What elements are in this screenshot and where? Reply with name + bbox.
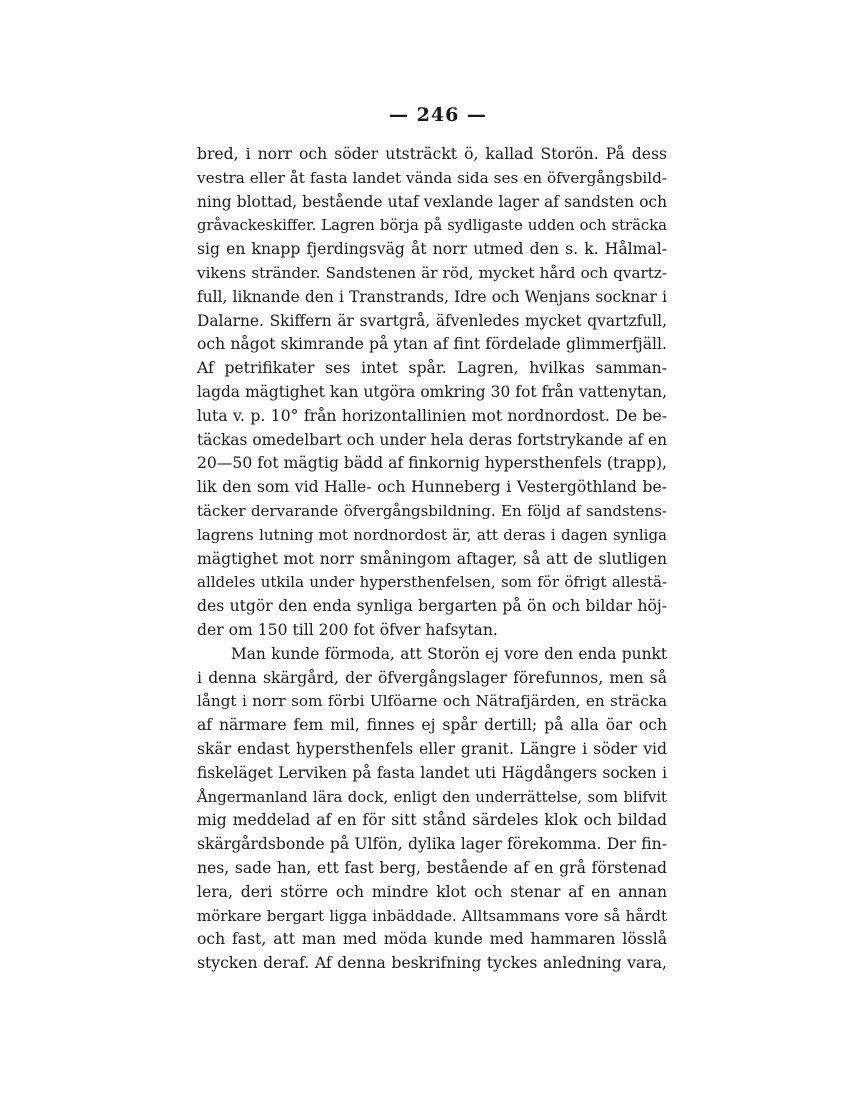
text-line: af närmare fem mil, finnes ej spår dertill; på alla öar och xyxy=(197,716,667,735)
text-line: mig meddelad af en för sitt stånd särdeles klok och bildad xyxy=(197,811,667,830)
text-line: vikens stränder. Sandstenen är röd, mycket hård och qvartz- xyxy=(197,263,667,282)
text-line: sig en knapp fjerdingsväg åt norr utmed den s. k. Hålmal- xyxy=(197,240,667,259)
page-number: — 246 — xyxy=(389,104,487,126)
text-line: lera, deri större och mindre klot och stenar af en annan xyxy=(197,882,667,901)
body-text xyxy=(197,143,667,976)
text-line: gråvackeskiffer. Lagren börja på sydligaste udden och sträcka xyxy=(197,217,667,235)
text-line: Af petrifikater ses intet spår. Lagren, hvilkas samman- xyxy=(197,359,667,378)
text-line: lik den som vid Halle- och Hunneberg i Vestergöthland be- xyxy=(197,478,667,497)
text-line: vestra eller åt fasta landet vända sida ses en öfvergångsbild- xyxy=(197,168,667,187)
text-line: lagrens lutning mot nordnordost är, att deras i dagen synliga xyxy=(197,525,667,544)
text-line: långt i norr som förbi Ulföarne och Nätrafjärden, en sträcka xyxy=(197,692,667,711)
text-line: i denna skärgård, der öfvergångslager förefunnos, men så xyxy=(197,668,667,687)
text-line: der om 150 till 200 fot öfver hafsytan. xyxy=(197,620,498,639)
text-line: Man kunde förmoda, att Storön ej vore den enda punkt xyxy=(231,644,667,663)
text-line: Ångermanland lära dock, enligt den underrättelse, som blifvit xyxy=(197,788,667,806)
text-line: full, liknande den i Transtrands, Idre och Wenjans socknar i xyxy=(197,287,667,306)
text-line: Dalarne. Skiffern är svartgrå, äfvenledes mycket qvartzfull, xyxy=(197,311,667,330)
text-line: och något skimrande på ytan af fint fördelade glimmerfjäll. xyxy=(197,335,667,354)
text-line: mägtighet mot norr småningom aftager, så att de slutligen xyxy=(197,549,667,568)
text-line: och fast, att man med möda kunde med hammaren lösslå xyxy=(197,930,667,949)
text-line: fiskeläget Lerviken på fasta landet uti Hägdångers socken i xyxy=(197,763,667,782)
text-line: skär endast hypersthenfels eller granit. Längre i söder vid xyxy=(197,739,667,758)
text-line: des utgör den enda synliga bergarten på ön och bildar höj- xyxy=(197,597,667,616)
text-line: 20—50 fot mägtig bädd af finkornig hypersthenfels (trapp), xyxy=(197,454,667,473)
text-line: mörkare bergart ligga inbäddade. Alltsammans vore så hårdt xyxy=(197,906,667,925)
text-line: täckas omedelbart och under hela deras fortstrykande af en xyxy=(197,430,667,449)
text-line: ning blottad, bestående utaf vexlande lager af sandsten och xyxy=(197,192,667,211)
text-line: lagda mägtighet kan utgöra omkring 30 fot från vattenytan, xyxy=(197,382,667,401)
text-line: täcker dervarande öfvergångsbildning. En följd af sandstens- xyxy=(197,501,667,520)
text-line: alldeles utkila under hypersthenfelsen, som för öfrigt allestä- xyxy=(197,573,667,592)
text-line: luta v. p. 10° från horizontallinien mot nordnordost. De be- xyxy=(197,406,667,425)
text-line: nes, sade han, ett fast berg, bestående af en grå förstenad xyxy=(197,858,667,877)
text-line: skärgårdsbonde på Ulfön, dylika lager förekomma. Der fin- xyxy=(197,835,667,854)
text-line: stycken deraf. Af denna beskrifning tyckes anledning vara, xyxy=(197,954,667,973)
text-line: bred, i norr och söder utsträckt ö, kallad Storön. På dess xyxy=(197,145,667,163)
